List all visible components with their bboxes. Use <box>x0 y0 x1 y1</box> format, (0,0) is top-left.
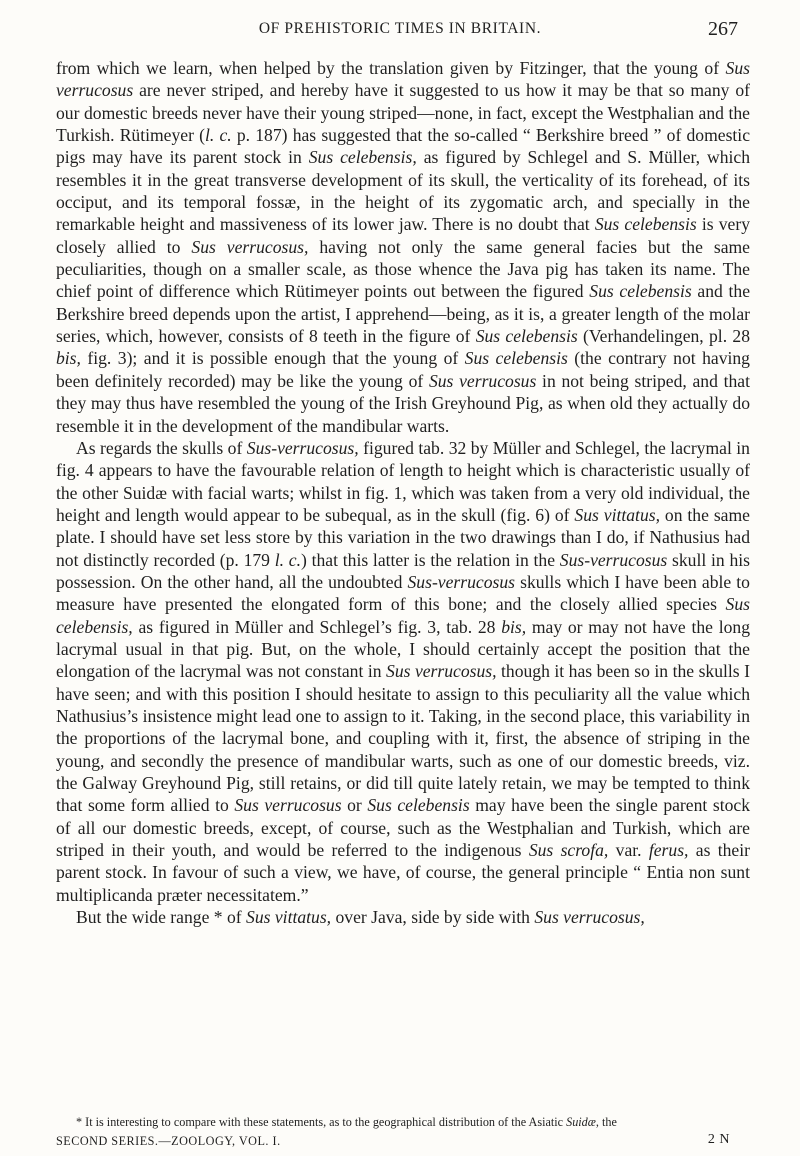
running-head <box>0 18 800 42</box>
text-run: But the wide range * of <box>76 907 247 928</box>
text-run: var. <box>608 840 649 861</box>
italic-run: Sus celebensis <box>594 214 697 235</box>
italic-run: bis, <box>501 616 527 637</box>
text-run: (the contrary not having been definitely recorded) may be like the young of <box>56 348 750 391</box>
italic-run: ferus, <box>648 840 689 861</box>
italic-run: Sus-verrucosus, <box>246 437 359 458</box>
italic-run: l. c. <box>274 549 301 570</box>
paragraph <box>56 437 750 906</box>
page-number: 267 <box>708 18 738 40</box>
italic-run: l. c. <box>205 125 232 146</box>
italic-run: Sus celebensis <box>475 326 578 347</box>
italic-run: Sus celebensis <box>367 795 470 816</box>
body-text <box>56 57 750 928</box>
text-run: as figured by Schlegel and S. Müller, which resembles it in the great transverse development of its skull, the verticality of its forehead, of its occiput, and its temporal fossæ, in the height of its zygomatic arch, and specially in the remarkable height and massiveness of its lower jaw. There is no doubt that <box>56 147 750 235</box>
italic-run: Sus verrucosus, <box>534 907 645 928</box>
text-run: in not being striped, and that they may thus have resembled the young of the Irish Greyhound Pig, as when old they actually do resemble it in the development of the mandibular warts. <box>56 370 750 436</box>
text-run: skulls which I have been able to measure have presented the elongated form of this bone; and the closely allied species <box>56 571 750 615</box>
italic-run: Sus vittatus, <box>574 504 660 525</box>
italic-run: Sus celebensis <box>464 348 568 369</box>
signature-mark: 2 N <box>707 1132 730 1147</box>
text-run: having not only the same general facies but the same peculiarities, though on a smaller scale, as those whence the Java pig has taken its name. The chief point of difference which Rütimeyer points out between the figured <box>56 236 750 302</box>
text-run: is very closely allied to <box>56 214 751 257</box>
text-run: though it has been so in the skulls I have seen; and with this position I should hesitate to assign to this peculiarity all the value which Nathusius’s insistence might lead one to assign to it. Taking, in the second place, this variability in the proportions of the lacrymal bone, and coupling with it, first, the absence of striping in the young, and secondly the presence of mandibular warts, such as one of our domestic breeds, viz. the Galway Greyhound Pig, still retains, or did till quite lately retain, we may be tempted to think that some form allied to <box>56 661 750 816</box>
italic-run: Sus celebensis, <box>308 147 417 168</box>
signature-series: SECOND SERIES.—ZOOLOGY, VOL. I. <box>56 1134 281 1148</box>
text-run: (Verhandelingen, pl. 28 <box>577 326 750 347</box>
text-run: skull in his possession. On the other hand, all the undoubted <box>56 549 750 592</box>
italic-run: Sus celebensis <box>589 281 692 302</box>
text-run: may have been the single parent stock of all our domestic breeds, except, of course, such as the Westphalian and Turkish, which are striped in their youth, and would be referred to the indigenous <box>56 795 750 861</box>
text-run: figured tab. 32 by Müller and Schlegel, the lacrymal in fig. 4 appears to have the favourable relation of length to height which is characteristic usually of the other Suidæ with facial warts; whilst in fig. 1, which was taken from a very old individual, the height and length would appear to be subequal, as in the skull (fig. 6) of <box>56 437 750 525</box>
text-run: ) that this latter is the relation in the <box>301 549 560 570</box>
italic-run: Sus verrucosus, <box>386 661 497 682</box>
text-run: As regards the skulls of <box>76 437 247 458</box>
text-run: or <box>341 795 368 816</box>
italic-run: Sus verrucosus, <box>191 236 309 257</box>
text-run: as figured in Müller and Schlegel’s fig. 3, tab. 28 <box>132 616 502 637</box>
text-run: on the same plate. I should have set less store by this variation in the two drawings than I do, if Nathusius had not distinctly recorded (p. 179 <box>56 504 750 570</box>
text-run: p. 187) has suggested that the so-called “ Berkshire breed ” of domestic pigs may have its parent stock in <box>56 125 751 168</box>
italic-run: Sus vittatus, <box>246 907 332 928</box>
running-title: OF PREHISTORIC TIMES IN BRITAIN. <box>258 20 542 37</box>
text-run: as their parent stock. In favour of such a view, we have, of course, the general principle “ Entia non sunt multiplicanda præter necessitatem.” <box>56 840 750 905</box>
italic-run: Sus verrucosus <box>234 795 342 816</box>
italic-run: Sus scrofa, <box>528 840 609 861</box>
italic-run: Sus celebensis, <box>56 594 750 637</box>
text-run: fig. 3); and it is possible enough that the young of <box>80 348 465 369</box>
footnote: * It is interesting to compare with these statements, as to the geographical distribution of the Asiatic Suidæ, the <box>76 1115 617 1129</box>
text-run: from which we learn, when helped by the translation given by Fitzinger, that the young of <box>56 58 726 78</box>
text-run: may or may not have the long lacrymal usual in that pig. But, on the whole, I should certainly accept the position that the elongation of the lacrymal was not constant in <box>56 616 750 682</box>
paragraph <box>56 57 750 437</box>
italic-run: Sus-verrucosus <box>559 549 668 570</box>
signature-line <box>56 1134 750 1150</box>
paragraph <box>56 906 750 928</box>
italic-run: Sus verrucosus <box>428 370 537 391</box>
italic-run: Sus verrucosus <box>56 58 750 101</box>
text-run: and the Berkshire breed depends upon the artist, I apprehend—being, as it is, a greater length of the molar series, which, however, consists of 8 teeth in the figure of <box>56 281 751 347</box>
italic-run: bis, <box>56 348 81 369</box>
text-run: are never striped, and hereby have it suggested to us how it may be that so many of our domestic breeds never have their young striped—none, in fact, except the Westphalian and the Turkish. Rütimeyer ( <box>56 80 750 146</box>
italic-run: Sus-verrucosus <box>407 571 516 592</box>
text-run: over Java, side by side with <box>331 907 535 928</box>
